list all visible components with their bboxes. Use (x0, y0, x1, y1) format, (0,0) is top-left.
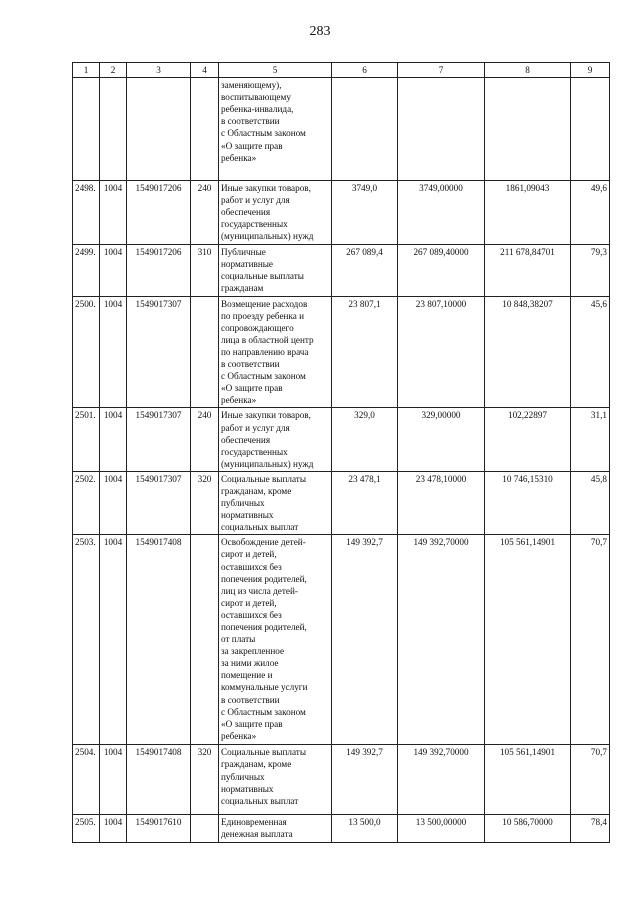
page-number: 283 (309, 24, 331, 39)
table-row (73, 244, 610, 296)
approved-amount: 149 392,7 (332, 745, 398, 815)
item-name: Социальные выплаты гражданам, кроме публичных нормативных социальных выплат (219, 471, 332, 534)
executed-amount: 211 678,84701 (485, 244, 571, 296)
table-row (73, 296, 610, 408)
header-col-1: 1 (73, 63, 100, 78)
item-name: Публичные нормативные социальные выплаты гражданам (219, 244, 332, 296)
row-number: 2498. (73, 181, 100, 244)
row-number: 2503. (73, 535, 100, 745)
expense-type: 320 (191, 471, 219, 534)
approved-amount: 23 478,1 (332, 471, 398, 534)
planned-amount: 23 807,10000 (398, 296, 485, 408)
planned-amount: 3749,00000 (398, 181, 485, 244)
header-col-5: 5 (219, 63, 332, 78)
row-number: 2505. (73, 815, 100, 843)
approved-amount: 149 392,7 (332, 535, 398, 745)
table-row (73, 78, 610, 181)
expense-type: 320 (191, 745, 219, 815)
executed-amount: 1861,09043 (485, 181, 571, 244)
header-col-2: 2 (100, 63, 127, 78)
execution-percent: 45,6 (571, 296, 610, 408)
table-row (73, 181, 610, 244)
header-col-6: 6 (332, 63, 398, 78)
target-article: 1549017610 (127, 815, 191, 843)
header-col-8: 8 (485, 63, 571, 78)
expense-type (191, 78, 219, 181)
table-row (73, 815, 610, 843)
target-article (127, 78, 191, 181)
table-row (73, 471, 610, 534)
execution-percent: 70,7 (571, 745, 610, 815)
header-col-3: 3 (127, 63, 191, 78)
execution-percent: 78,4 (571, 815, 610, 843)
approved-amount: 329,0 (332, 408, 398, 471)
executed-amount: 105 561,14901 (485, 535, 571, 745)
execution-percent (571, 78, 610, 181)
item-name: Возмещение расходов по проезду ребенка и сопровождающего лица в областной центр по направлению врача в соответствии с Областным законом «О защите прав ребенка» (219, 296, 332, 408)
approved-amount: 13 500,0 (332, 815, 398, 843)
planned-amount: 23 478,10000 (398, 471, 485, 534)
target-article: 1549017307 (127, 471, 191, 534)
execution-percent: 49,6 (571, 181, 610, 244)
target-article: 1549017206 (127, 244, 191, 296)
header-col-4: 4 (191, 63, 219, 78)
planned-amount: 149 392,70000 (398, 535, 485, 745)
row-number: 2502. (73, 471, 100, 534)
section-code: 1004 (100, 181, 127, 244)
section-code: 1004 (100, 471, 127, 534)
header-col-7: 7 (398, 63, 485, 78)
section-code: 1004 (100, 296, 127, 408)
budget-table (72, 62, 610, 843)
target-article: 1549017206 (127, 181, 191, 244)
expense-type (191, 535, 219, 745)
row-number (73, 78, 100, 181)
item-name: Иные закупки товаров, работ и услуг для обеспечения государственных (муниципальных) нужд (219, 408, 332, 471)
expense-type (191, 296, 219, 408)
executed-amount: 10 746,15310 (485, 471, 571, 534)
planned-amount (398, 78, 485, 181)
planned-amount: 329,00000 (398, 408, 485, 471)
row-number: 2504. (73, 745, 100, 815)
item-name: заменяющему), воспитывающему ребенка-инвалида, в соответствии с Областным законом «О защите прав ребенка» (219, 78, 332, 181)
section-code: 1004 (100, 408, 127, 471)
row-number: 2500. (73, 296, 100, 408)
table-header-row (73, 63, 610, 78)
target-article: 1549017307 (127, 296, 191, 408)
executed-amount (485, 78, 571, 181)
table-row (73, 535, 610, 745)
executed-amount: 105 561,14901 (485, 745, 571, 815)
header-col-9: 9 (571, 63, 610, 78)
planned-amount: 149 392,70000 (398, 745, 485, 815)
approved-amount: 3749,0 (332, 181, 398, 244)
expense-type: 240 (191, 181, 219, 244)
table-row (73, 745, 610, 815)
executed-amount: 10 586,70000 (485, 815, 571, 843)
item-name: Социальные выплаты гражданам, кроме публичных нормативных социальных выплат (219, 745, 332, 815)
expense-type: 310 (191, 244, 219, 296)
item-name: Иные закупки товаров, работ и услуг для обеспечения государственных (муниципальных) нужд (219, 181, 332, 244)
target-article: 1549017408 (127, 535, 191, 745)
approved-amount: 23 807,1 (332, 296, 398, 408)
target-article: 1549017307 (127, 408, 191, 471)
table-row (73, 408, 610, 471)
item-name: Освобождение детей- сирот и детей, оставшихся без попечения родителей, лиц из числа детей- сирот и детей, оставшихся без попечения родителей, от платы за закрепленное за ними жилое помещение и коммунальные услуги в соответствии с Областным законом «О защите прав ребенка» (219, 535, 332, 745)
executed-amount: 102,22897 (485, 408, 571, 471)
item-name: Единовременная денежная выплата (219, 815, 332, 843)
planned-amount: 267 089,40000 (398, 244, 485, 296)
execution-percent: 70,7 (571, 535, 610, 745)
execution-percent: 79,3 (571, 244, 610, 296)
section-code: 1004 (100, 535, 127, 745)
executed-amount: 10 848,38207 (485, 296, 571, 408)
section-code (100, 78, 127, 181)
approved-amount (332, 78, 398, 181)
expense-type: 240 (191, 408, 219, 471)
table-body (73, 63, 610, 843)
section-code: 1004 (100, 244, 127, 296)
row-number: 2499. (73, 244, 100, 296)
section-code: 1004 (100, 815, 127, 843)
execution-percent: 31,1 (571, 408, 610, 471)
approved-amount: 267 089,4 (332, 244, 398, 296)
target-article: 1549017408 (127, 745, 191, 815)
execution-percent: 45,8 (571, 471, 610, 534)
planned-amount: 13 500,00000 (398, 815, 485, 843)
expense-type (191, 815, 219, 843)
section-code: 1004 (100, 745, 127, 815)
row-number: 2501. (73, 408, 100, 471)
